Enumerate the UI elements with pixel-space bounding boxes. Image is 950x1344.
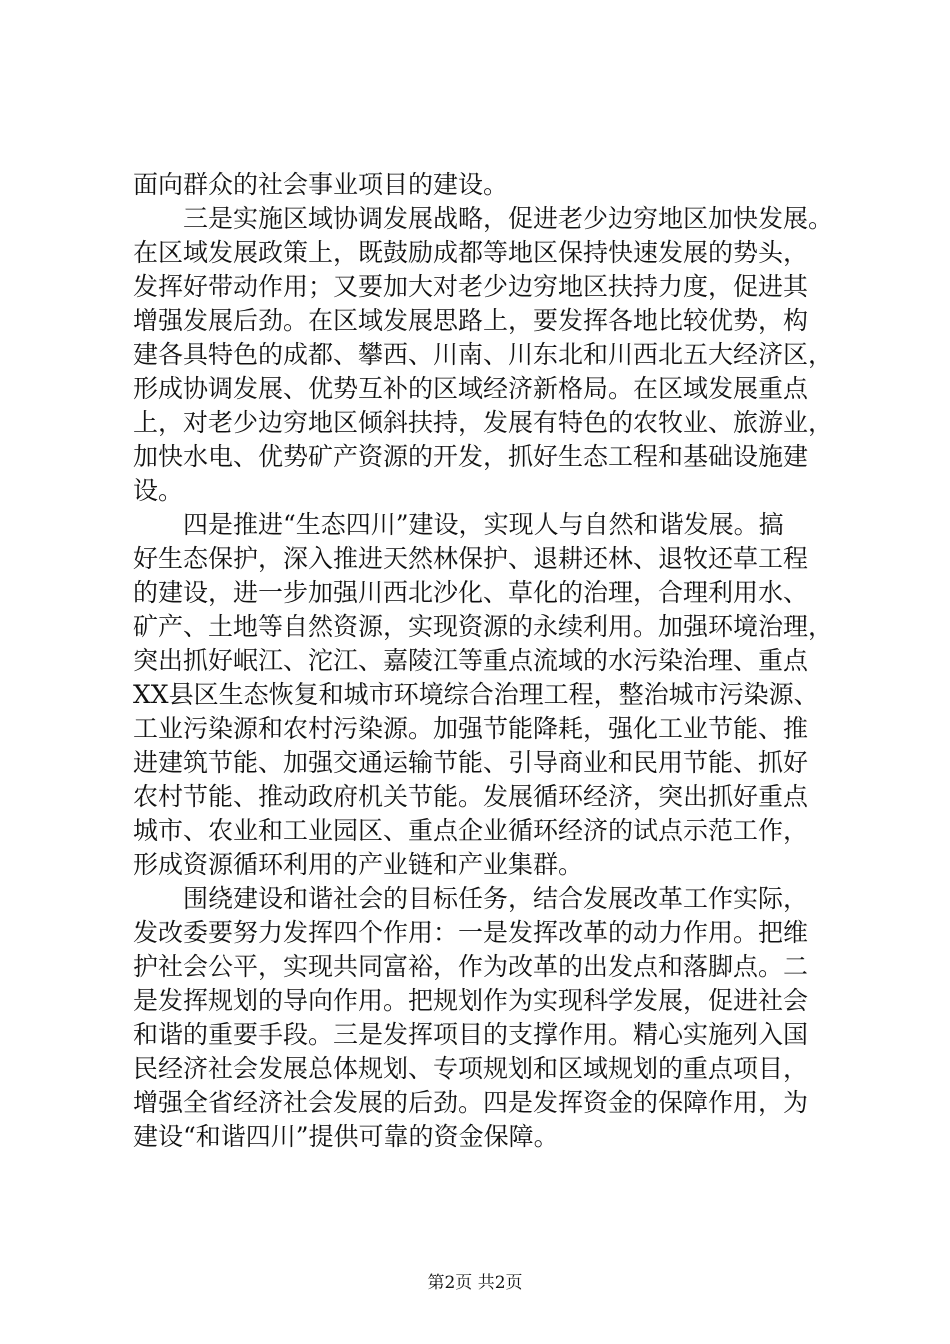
text-line: 建各具特色的成都、攀西、川南、川东北和川西北五大经济区， xyxy=(133,340,834,369)
text-line: 护社会公平，实现共同富裕，作为改革的出发点和落脚点。二 xyxy=(133,952,809,981)
text-line: 在区域发展政策上，既鼓励成都等地区保持快速发展的势头， xyxy=(133,238,809,267)
text-line: 设。 xyxy=(133,476,184,505)
text-line: 和谐的重要手段。三是发挥项目的支撑作用。精心实施列入国 xyxy=(133,1020,809,1049)
text-line: 上，对老少边穷地区倾斜扶持，发展有特色的农牧业、旅游业， xyxy=(133,408,834,437)
text-line: 增强发展后劲。在区域发展思路上，要发挥各地比较优势，构 xyxy=(133,306,809,335)
paragraph-first-line: 三是实施区域协调发展战略，促进老少边穷地区加快发展。 xyxy=(183,204,834,233)
text-line: 民经济社会发展总体规划、专项规划和区域规划的重点项目， xyxy=(133,1054,809,1083)
text-line: 突出抓好岷江、沱江、嘉陵江等重点流域的水污染治理、重点 xyxy=(133,646,809,675)
text-line: 形成资源循环利用的产业链和产业集群。 xyxy=(133,850,584,879)
text-line: 城市、农业和工业园区、重点企业循环经济的试点示范工作， xyxy=(133,816,809,845)
paragraph-first-line: 围绕建设和谐社会的目标任务，结合发展改革工作实际， xyxy=(183,884,809,913)
text-line: 形成协调发展、优势互补的区域经济新格局。在区域发展重点 xyxy=(133,374,809,403)
text-line: 增强全省经济社会发展的后劲。四是发挥资金的保障作用，为 xyxy=(133,1088,809,1117)
document-body xyxy=(133,168,833,1154)
text-line: XX县区生态恢复和城市环境综合治理工程，整治城市污染源、 xyxy=(133,680,819,709)
text-line: 矿产、土地等自然资源，实现资源的永续利用。加强环境治理， xyxy=(133,612,834,641)
text-line: 建设“和谐四川”提供可靠的资金保障。 xyxy=(133,1122,559,1151)
text-line: 好生态保护，深入推进天然林保护、退耕还林、退牧还草工程 xyxy=(133,544,809,573)
text-line: 工业污染源和农村污染源。加强节能降耗，强化工业节能、推 xyxy=(133,714,809,743)
text-line: 进建筑节能、加强交通运输节能、引导商业和民用节能、抓好 xyxy=(133,748,809,777)
text-line: 面向群众的社会事业项目的建设。 xyxy=(133,170,509,199)
text-line: 发挥好带动作用；又要加大对老少边穷地区扶持力度，促进其 xyxy=(133,272,809,301)
text-line: 农村节能、推动政府机关节能。发展循环经济，突出抓好重点 xyxy=(133,782,809,811)
text-line: 加快水电、优势矿产资源的开发，抓好生态工程和基础设施建 xyxy=(133,442,809,471)
text-line: 发改委要努力发挥四个作用：一是发挥改革的动力作用。把维 xyxy=(133,918,809,947)
text-line: 的建设，进一步加强川西北沙化、草化的治理，合理利用水、 xyxy=(133,578,809,607)
text-line: 是发挥规划的导向作用。把规划作为实现科学发展，促进社会 xyxy=(133,986,809,1015)
page-footer: 第2页 共2页 xyxy=(427,1273,523,1293)
paragraph-first-line: 四是推进“生态四川”建设，实现人与自然和谐发展。搞 xyxy=(183,510,784,539)
